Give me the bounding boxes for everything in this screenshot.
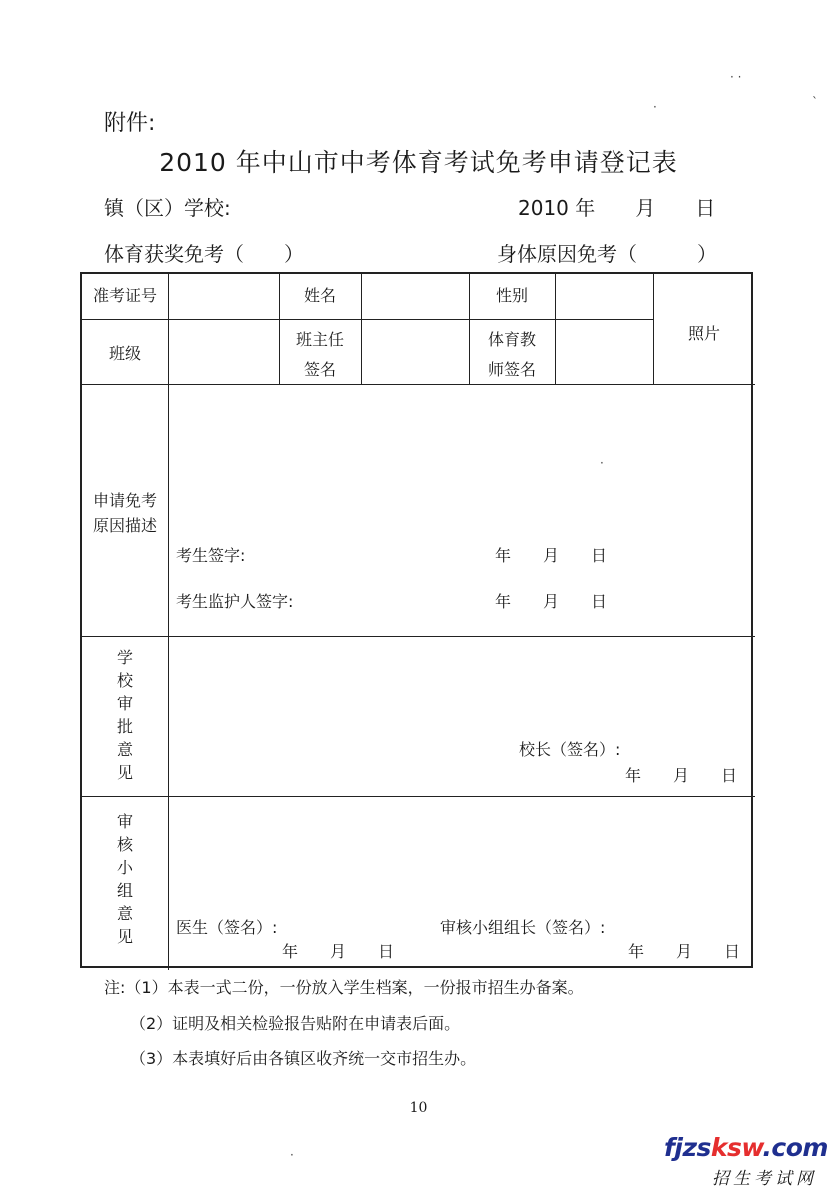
student-sign-date: 年 月 日	[495, 546, 608, 565]
scan-speck: · ·	[730, 70, 742, 84]
scan-speck: ·	[653, 100, 657, 114]
photo-label: 照片	[687, 324, 720, 343]
guardian-sign-date: 年 月 日	[495, 592, 608, 611]
doctor-sign-label: 医生（签名）:	[176, 918, 278, 937]
date-label: 2010 年 月 日	[518, 196, 716, 220]
site-watermark	[664, 1133, 834, 1189]
column-divider	[361, 274, 362, 384]
row-divider	[82, 636, 755, 637]
pe-teacher-sign-label: 师签名	[487, 360, 536, 379]
watermark-logo-prefix: fjzs	[664, 1133, 711, 1162]
pe-teacher-label: 体育教	[487, 330, 536, 349]
head-teacher-label: 班主任	[295, 330, 344, 349]
head-teacher-sign-label: 签名	[303, 360, 336, 379]
sports-exempt-label: 体育获奖免考（ ）	[104, 242, 304, 266]
review-group-label: 审核小组意见	[116, 812, 133, 946]
reason-label-line2: 原因描述	[92, 516, 157, 535]
physical-exempt-label: 身体原因免考（ ）	[497, 242, 717, 266]
principal-sign-date: 年 月 日	[625, 766, 738, 785]
student-sign-label: 考生签字:	[176, 546, 246, 565]
exam-id-label: 准考证号	[92, 286, 157, 305]
group-leader-sign-label: 审核小组组长（签名）:	[440, 918, 606, 937]
note-3: （3）本表填好后由各镇区收齐统一交市招生办。	[130, 1049, 477, 1068]
gender-label: 性别	[495, 286, 528, 305]
doctor-sign-date: 年 月 日	[282, 942, 395, 961]
watermark-logo	[664, 1133, 834, 1162]
school-label: 镇（区）学校:	[104, 196, 231, 220]
class-label: 班级	[108, 344, 141, 363]
scan-speck: ·	[290, 1148, 294, 1162]
name-label: 姓名	[303, 286, 336, 305]
watermark-logo-suffix: .com	[762, 1133, 828, 1162]
reason-label-line1: 申请免考	[92, 491, 157, 510]
page-title: 2010 年中山市中考体育考试免考申请登记表	[159, 148, 678, 177]
row-divider	[82, 384, 755, 385]
note-1: 注:（1）本表一式二份，一份放入学生档案，一份报市招生办备案。	[104, 978, 584, 997]
watermark-logo-red: ksw	[710, 1133, 763, 1162]
application-form-table	[80, 272, 753, 968]
column-divider	[555, 274, 556, 384]
row-divider	[82, 796, 755, 797]
page-number: 10	[409, 1100, 428, 1116]
attachment-label: 附件:	[104, 111, 156, 136]
school-approval-label: 学校审批意见	[116, 648, 133, 782]
column-divider	[168, 274, 169, 970]
scan-speck: ·	[600, 456, 604, 470]
group-leader-sign-date: 年 月 日	[628, 942, 741, 961]
principal-sign-label: 校长（签名）:	[519, 740, 621, 759]
note-2: （2）证明及相关检验报告贴附在申请表后面。	[130, 1014, 461, 1033]
scan-speck: `	[812, 95, 818, 109]
guardian-sign-label: 考生监护人签字:	[176, 592, 294, 611]
watermark-subtitle: 招生考试网	[712, 1169, 817, 1189]
